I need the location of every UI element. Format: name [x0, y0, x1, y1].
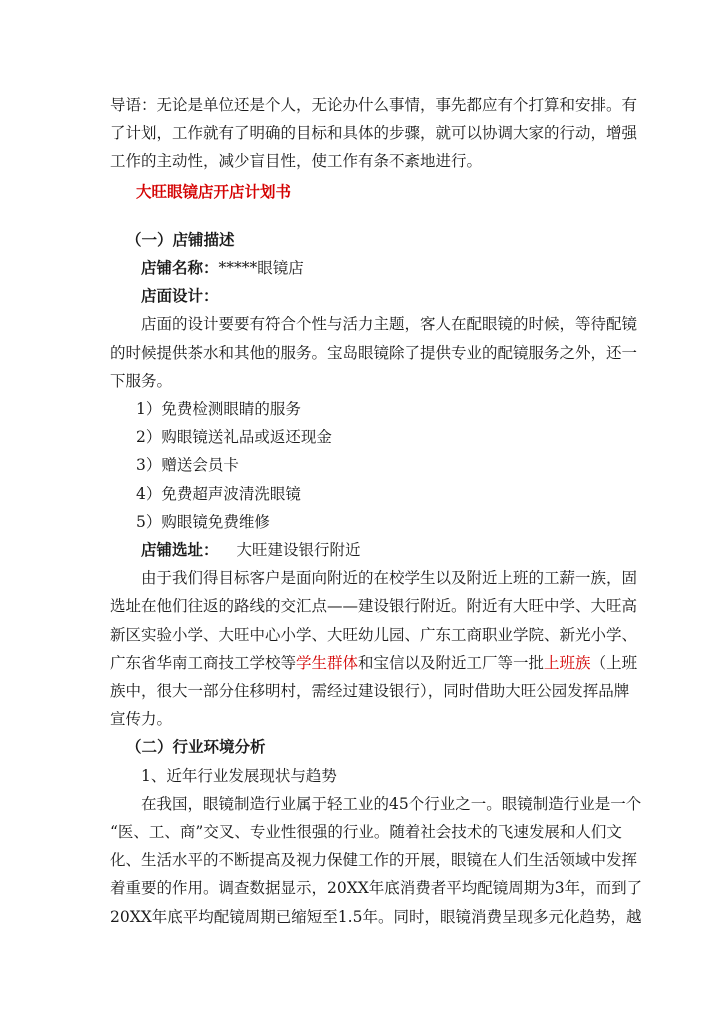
industry-line: 在我国，眼镜制造行业属于轻工业的45个行业之一。眼镜制造行业是一个 — [141, 794, 642, 813]
services-list — [110, 395, 604, 536]
design-line: 的时候提供茶水和其他的服务。宝岛眼镜除了提供专业的配镜服务之外，还一 — [110, 343, 638, 362]
intro-line: 导语：无论是单位还是个人，无论办什么事情，事先都应有个打算和安排。有 — [110, 96, 638, 114]
location-line — [110, 649, 638, 677]
document-page — [110, 91, 643, 931]
store-name-value: *****眼镜店 — [218, 259, 304, 278]
location-text: （上班 — [590, 653, 638, 672]
store-name-label: 店铺名称： — [141, 258, 219, 278]
service-item: 5）购眼镜免费维修 — [136, 512, 270, 531]
location-line: 宣传力。 — [110, 710, 173, 729]
intro-paragraph — [110, 91, 638, 176]
design-line: 下服务。 — [110, 371, 173, 390]
highlight-student-group: 学生群体 — [296, 653, 359, 672]
location-label: 店铺选址： — [141, 540, 219, 560]
location-line: 由于我们得目标客户是面向附近的在校学生以及附近上班的工薪一族，固 — [141, 569, 638, 588]
intro-line: 了计划，工作就有了明确的目标和具体的步骤，就可以协调大家的行动，增强 — [110, 124, 638, 143]
store-design-label: 店面设计： — [141, 286, 219, 306]
industry-line: 化、生活水平的不断提高及视力保健工作的开展，眼镜在人们生活领域中发挥 — [110, 851, 638, 870]
location-row — [110, 536, 604, 564]
industry-line: 着重要的作用。调查数据显示，20XX年底消费者平均配镜周期为3年，而到了 — [110, 879, 643, 898]
service-item: 3）赠送会员卡 — [136, 456, 239, 475]
service-item: 1）免费检测眼睛的服务 — [136, 400, 301, 419]
location-text: 广东省华南工商技工学校等 — [110, 653, 297, 672]
store-name-row — [110, 254, 604, 282]
design-line: 店面的设计要要有符合个性与活力主题，客人在配眼镜的时候，等待配镜 — [141, 315, 638, 334]
location-line: 选址在他们往返的路线的交汇点——建设银行附近。附近有大旺中学、大旺高 — [110, 597, 638, 616]
service-item: 4）免费超声波清洗眼镜 — [136, 484, 301, 503]
location-line: 族中，很大一部分住移明村，需经过建设银行），同时借助大旺公园发挥品牌 — [110, 682, 630, 701]
store-design-paragraph — [110, 310, 638, 395]
industry-line: 20XX年底平均配镜周期已缩短至1.5年。同时，眼镜消费呈现多元化趋势，越 — [110, 907, 642, 926]
service-item: 2）购眼镜送礼品或返还现金 — [136, 428, 332, 447]
section-heading-industry-analysis: （二）行业环境分析 — [126, 737, 266, 757]
industry-paragraph — [110, 790, 643, 931]
section-heading-store-description: （一）店铺描述 — [126, 229, 235, 249]
document-title: 大旺眼镜店开店计划书 — [136, 181, 292, 201]
location-line: 新区实验小学、大旺中心小学、大旺幼儿园、广东工商职业学院、新光小学、 — [110, 625, 638, 644]
subsection-heading: 1、近年行业发展现状与趋势 — [141, 766, 337, 785]
highlight-office-workers: 上班族 — [544, 653, 591, 672]
location-text: 和宝信以及附近工厂等一批 — [358, 653, 545, 672]
industry-line: “医、工、商”交叉、专业性很强的行业。随着社会技术的飞速发展和人们文 — [110, 823, 622, 842]
intro-line: 工作的主动性，减少盲目性，使工作有条不紊地进行。 — [110, 152, 483, 171]
location-paragraph — [110, 564, 638, 733]
location-value: 大旺建设银行附近 — [236, 541, 361, 560]
